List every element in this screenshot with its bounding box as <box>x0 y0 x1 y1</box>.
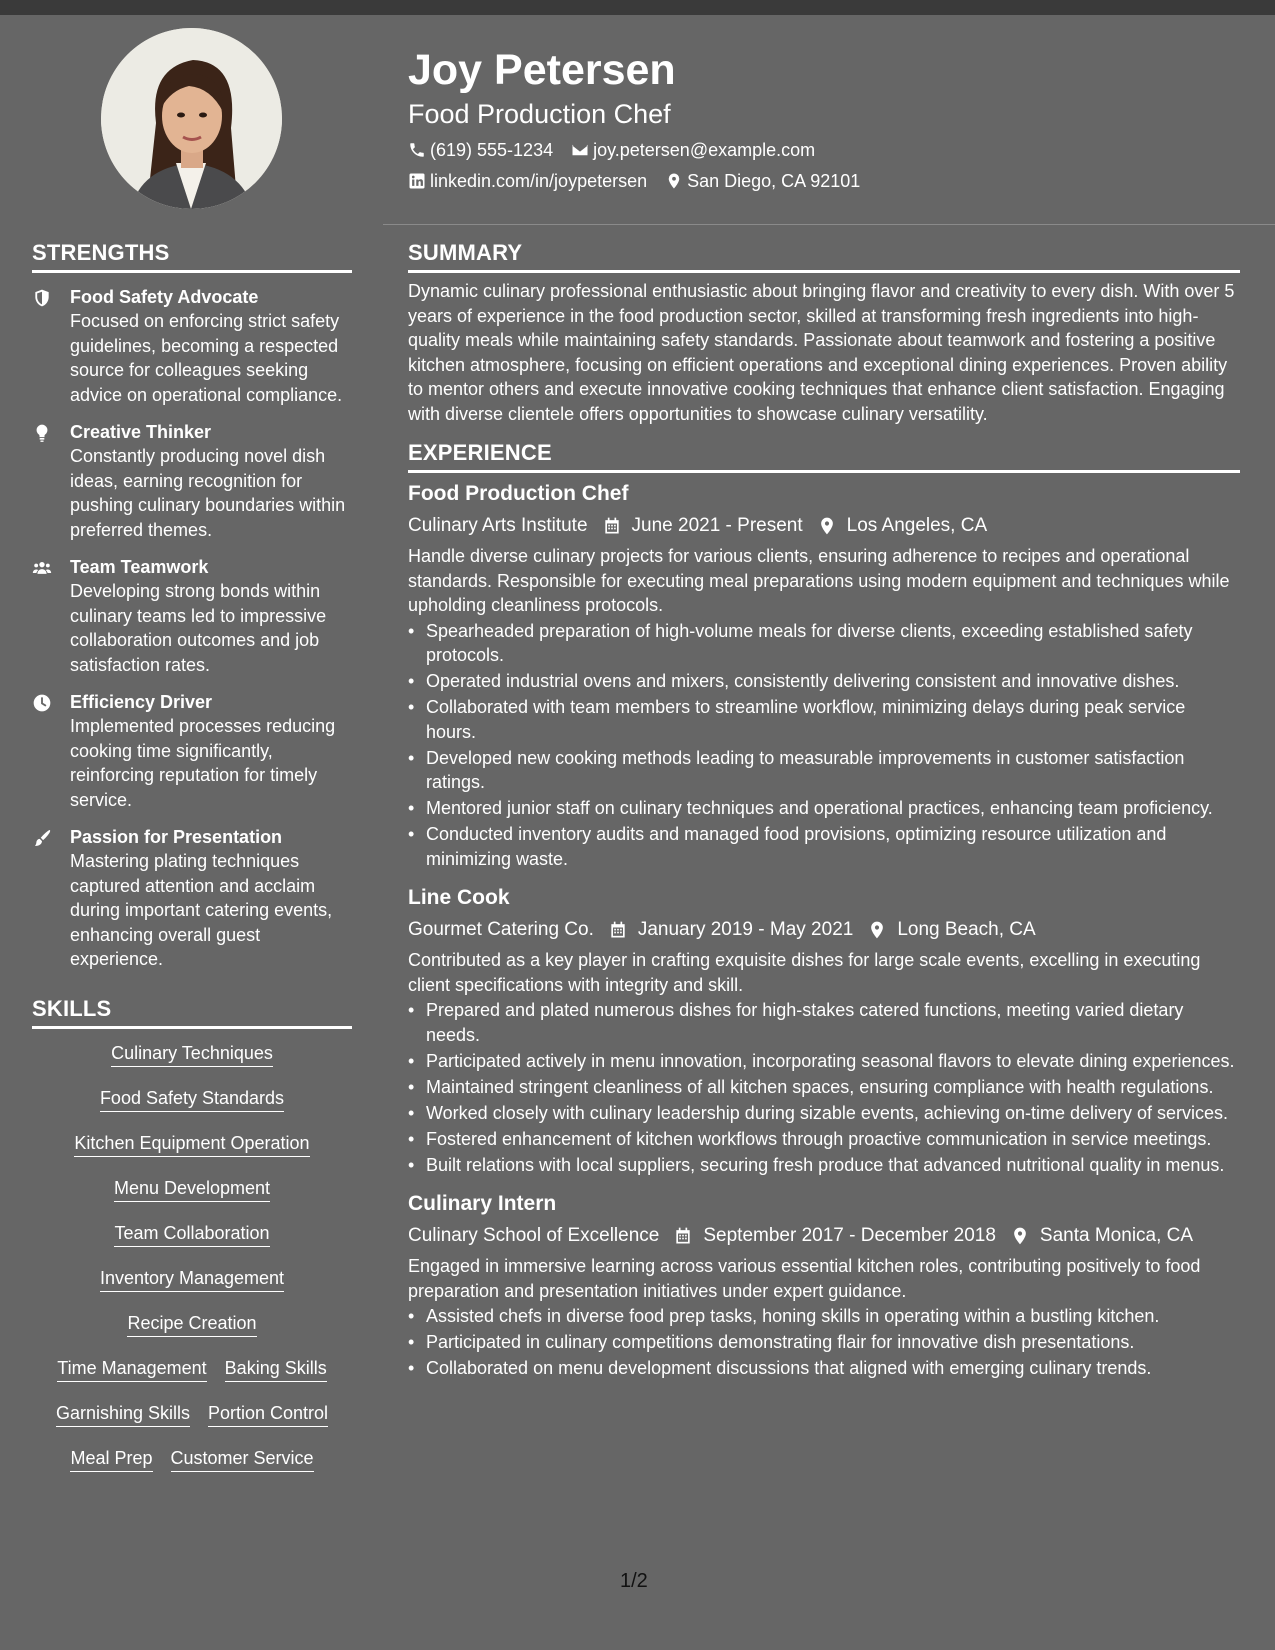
linkedin-item[interactable] <box>408 169 647 193</box>
bullet-item: • Maintained stringent cleanliness of all kitchen spaces, ensuring compliance with health regulations. <box>408 1075 1240 1100</box>
skill-tag: Inventory Management <box>100 1266 284 1292</box>
strengths-heading: STRENGTHS <box>32 240 352 273</box>
strength-title: Efficiency Driver <box>70 692 213 712</box>
bullet-item: • Developed new cooking methods leading to measurable improvements in customer satisfaction ratings. <box>408 746 1240 795</box>
strength-description: Constantly producing novel dish ideas, earning recognition for pushing culinary boundaries within preferred themes. <box>70 446 346 540</box>
job-location <box>1010 1221 1193 1251</box>
bullet-item: • Conducted inventory audits and managed food provisions, optimizing resource utilization and minimizing waste. <box>408 822 1240 871</box>
job-bullets <box>408 1304 1240 1381</box>
strength-description: Focused on enforcing strict safety guidelines, becoming a respected source for colleagues seeking advice on operational compliance. <box>70 311 343 405</box>
candidate-title: Food Production Chef <box>408 99 671 129</box>
strength-title: Food Safety Advocate <box>70 287 259 307</box>
job-dates <box>608 915 853 945</box>
skills-list <box>32 1041 352 1491</box>
summary-heading: SUMMARY <box>408 240 1240 273</box>
skills-heading: SKILLS <box>32 996 352 1029</box>
skill-row <box>32 1446 352 1491</box>
contact-row-1 <box>408 138 1238 162</box>
candidate-name: Joy Petersen <box>408 46 676 94</box>
bullet-item: • Built relations with local suppliers, securing fresh produce that advanced nutritional quality in menus. <box>408 1153 1240 1178</box>
strength-item <box>32 420 352 542</box>
brush-icon <box>32 828 52 848</box>
strength-item <box>32 555 352 677</box>
skill-tag: Food Safety Standards <box>100 1086 284 1112</box>
date-range: September 2017 - December 2018 <box>703 1225 996 1246</box>
strength-title: Team Teamwork <box>70 557 209 577</box>
date-range: January 2019 - May 2021 <box>637 919 854 940</box>
skill-row <box>32 1266 352 1311</box>
job-entry <box>408 883 1240 1177</box>
bullet-item: • Spearheaded preparation of high-volume meals for diverse clients, exceeding established safety protocols. <box>408 619 1240 668</box>
envelope-icon <box>571 141 589 159</box>
clock-icon <box>32 693 52 713</box>
skill-row <box>32 1401 352 1446</box>
job-meta <box>408 915 1240 945</box>
lightbulb-icon <box>32 423 52 443</box>
top-bar <box>0 0 1275 15</box>
strength-title: Passion for Presentation <box>70 827 283 847</box>
job-bullets <box>408 998 1240 1177</box>
phone-number: (619) 555-1234 <box>430 140 554 160</box>
strength-item <box>32 690 352 812</box>
summary-text: Dynamic culinary professional enthusiastic about bringing flavor and creativity to every dish. With over 5 years of experience in the food production sector, skilled at transforming fresh ingredients into high-quality meals while maintaining safety standards. Passionate about teamwork and fostering a positive kitchen atmosphere, focusing on efficient operations and exceptional dining experiences. Proven ability to mentor others and execute innovative cooking techniques that enhance client satisfaction. Engaging with diverse clientele offers opportunities to showcase culinary versatility. <box>408 281 1235 424</box>
skill-tag: Culinary Techniques <box>111 1041 273 1067</box>
strength-description: Implemented processes reducing cooking time significantly, reinforcing reputation for timely service. <box>70 716 336 810</box>
calendar-icon <box>602 516 622 536</box>
skill-row <box>32 1131 352 1176</box>
map-pin-icon <box>665 172 683 190</box>
job-dates <box>602 511 803 541</box>
bullet-item: • Collaborated with team members to streamline workflow, minimizing delays during peak service hours. <box>408 695 1240 744</box>
users-icon <box>32 558 52 578</box>
job-entry <box>408 1189 1240 1381</box>
location-item <box>665 169 860 193</box>
map-pin-icon <box>867 920 887 940</box>
skill-row <box>32 1041 352 1086</box>
bullet-item: • Prepared and plated numerous dishes for high-stakes catered functions, meeting varied dietary needs. <box>408 998 1240 1047</box>
skill-row <box>32 1221 352 1266</box>
profile-photo <box>101 28 282 209</box>
skill-tag: Customer Service <box>171 1446 314 1472</box>
strength-description: Developing strong bonds within culinary teams led to impressive collaboration outcomes and job satisfaction rates. <box>70 581 327 675</box>
shield-icon <box>32 288 52 308</box>
skill-tag: Garnishing Skills <box>56 1401 190 1427</box>
skill-row <box>32 1311 352 1356</box>
left-column <box>32 240 352 1491</box>
job-dates <box>673 1221 996 1251</box>
job-description: Handle diverse culinary projects for various clients, ensuring adherence to recipes and operational standards. Responsible for executing meal preparations using modern equipment and techniques while upholding cleanliness protocols. <box>408 546 1230 615</box>
job-bullets <box>408 619 1240 872</box>
job-title: Food Production Chef <box>408 482 629 505</box>
date-range: June 2021 - Present <box>631 515 803 536</box>
location-text: Santa Monica, CA <box>1039 1225 1194 1246</box>
skill-tag: Baking Skills <box>225 1356 327 1382</box>
location-text: Los Angeles, CA <box>846 515 988 536</box>
strength-item <box>32 285 352 407</box>
company-name: Culinary School of Excellence <box>408 1225 660 1246</box>
experience-list <box>408 479 1240 1381</box>
job-meta <box>408 1221 1240 1251</box>
bullet-item: • Mentored junior staff on culinary techniques and operational practices, enhancing team proficiency. <box>408 796 1240 821</box>
bullet-item: • Collaborated on menu development discussions that aligned with emerging culinary trends. <box>408 1356 1240 1381</box>
skill-tag: Team Collaboration <box>114 1221 269 1247</box>
calendar-icon <box>673 1226 693 1246</box>
contact-row-2 <box>408 169 1238 193</box>
strengths-list <box>32 285 352 972</box>
bullet-item: • Assisted chefs in diverse food prep tasks, honing skills in operating within a bustling kitchen. <box>408 1304 1240 1329</box>
strength-item <box>32 825 352 972</box>
linkedin-icon <box>408 172 426 190</box>
bullet-item: • Worked closely with culinary leadership during sizable events, achieving on-time delivery of services. <box>408 1101 1240 1126</box>
map-pin-icon <box>1010 1226 1030 1246</box>
phone-item <box>408 138 553 162</box>
location-text: San Diego, CA 92101 <box>687 171 861 191</box>
skill-tag: Recipe Creation <box>127 1311 256 1337</box>
job-entry <box>408 479 1240 871</box>
job-description: Contributed as a key player in crafting exquisite dishes for large scale events, excelling in executing client specifications with integrity and skill. <box>408 950 1201 995</box>
calendar-icon <box>608 920 628 940</box>
email-item[interactable] <box>571 138 815 162</box>
location-text: Long Beach, CA <box>897 919 1036 940</box>
bullet-item: • Operated industrial ovens and mixers, consistently delivering consistent and innovative dishes. <box>408 669 1240 694</box>
job-title: Culinary Intern <box>408 1192 557 1215</box>
strength-description: Mastering plating techniques captured attention and acclaim during important catering events, enhancing overall guest experience. <box>70 851 333 969</box>
right-column <box>408 240 1240 1382</box>
map-pin-icon <box>817 516 837 536</box>
skill-row <box>32 1086 352 1131</box>
bullet-item: • Participated actively in menu innovation, incorporating seasonal flavors to elevate dining experiences. <box>408 1049 1240 1074</box>
strength-title: Creative Thinker <box>70 422 212 442</box>
skill-tag: Kitchen Equipment Operation <box>74 1131 309 1157</box>
experience-heading: EXPERIENCE <box>408 440 1240 473</box>
linkedin-url[interactable]: linkedin.com/in/joypetersen <box>430 171 648 191</box>
bullet-item: • Participated in culinary competitions demonstrating flair for innovative dish presentations. <box>408 1330 1240 1355</box>
skill-tag: Time Management <box>57 1356 206 1382</box>
company-name: Gourmet Catering Co. <box>408 919 594 940</box>
job-location <box>817 511 987 541</box>
email-address[interactable]: joy.petersen@example.com <box>593 140 816 160</box>
phone-icon <box>408 141 426 159</box>
header-divider <box>383 224 1275 225</box>
resume-header <box>408 44 1238 193</box>
bullet-item: • Fostered enhancement of kitchen workflows through proactive communication in service meetings. <box>408 1127 1240 1152</box>
skill-tag: Menu Development <box>114 1176 270 1202</box>
skill-tag: Portion Control <box>208 1401 328 1427</box>
skill-tag: Meal Prep <box>70 1446 152 1472</box>
job-description: Engaged in immersive learning across various essential kitchen roles, contributing positively to food preparation and presentation initiatives under expert guidance. <box>408 1256 1201 1301</box>
skill-row <box>32 1176 352 1221</box>
job-location <box>867 915 1035 945</box>
page-number: 1/2 <box>620 1570 648 1592</box>
company-name: Culinary Arts Institute <box>408 515 588 536</box>
job-title: Line Cook <box>408 886 510 909</box>
job-meta <box>408 511 1240 541</box>
skill-row <box>32 1356 352 1401</box>
